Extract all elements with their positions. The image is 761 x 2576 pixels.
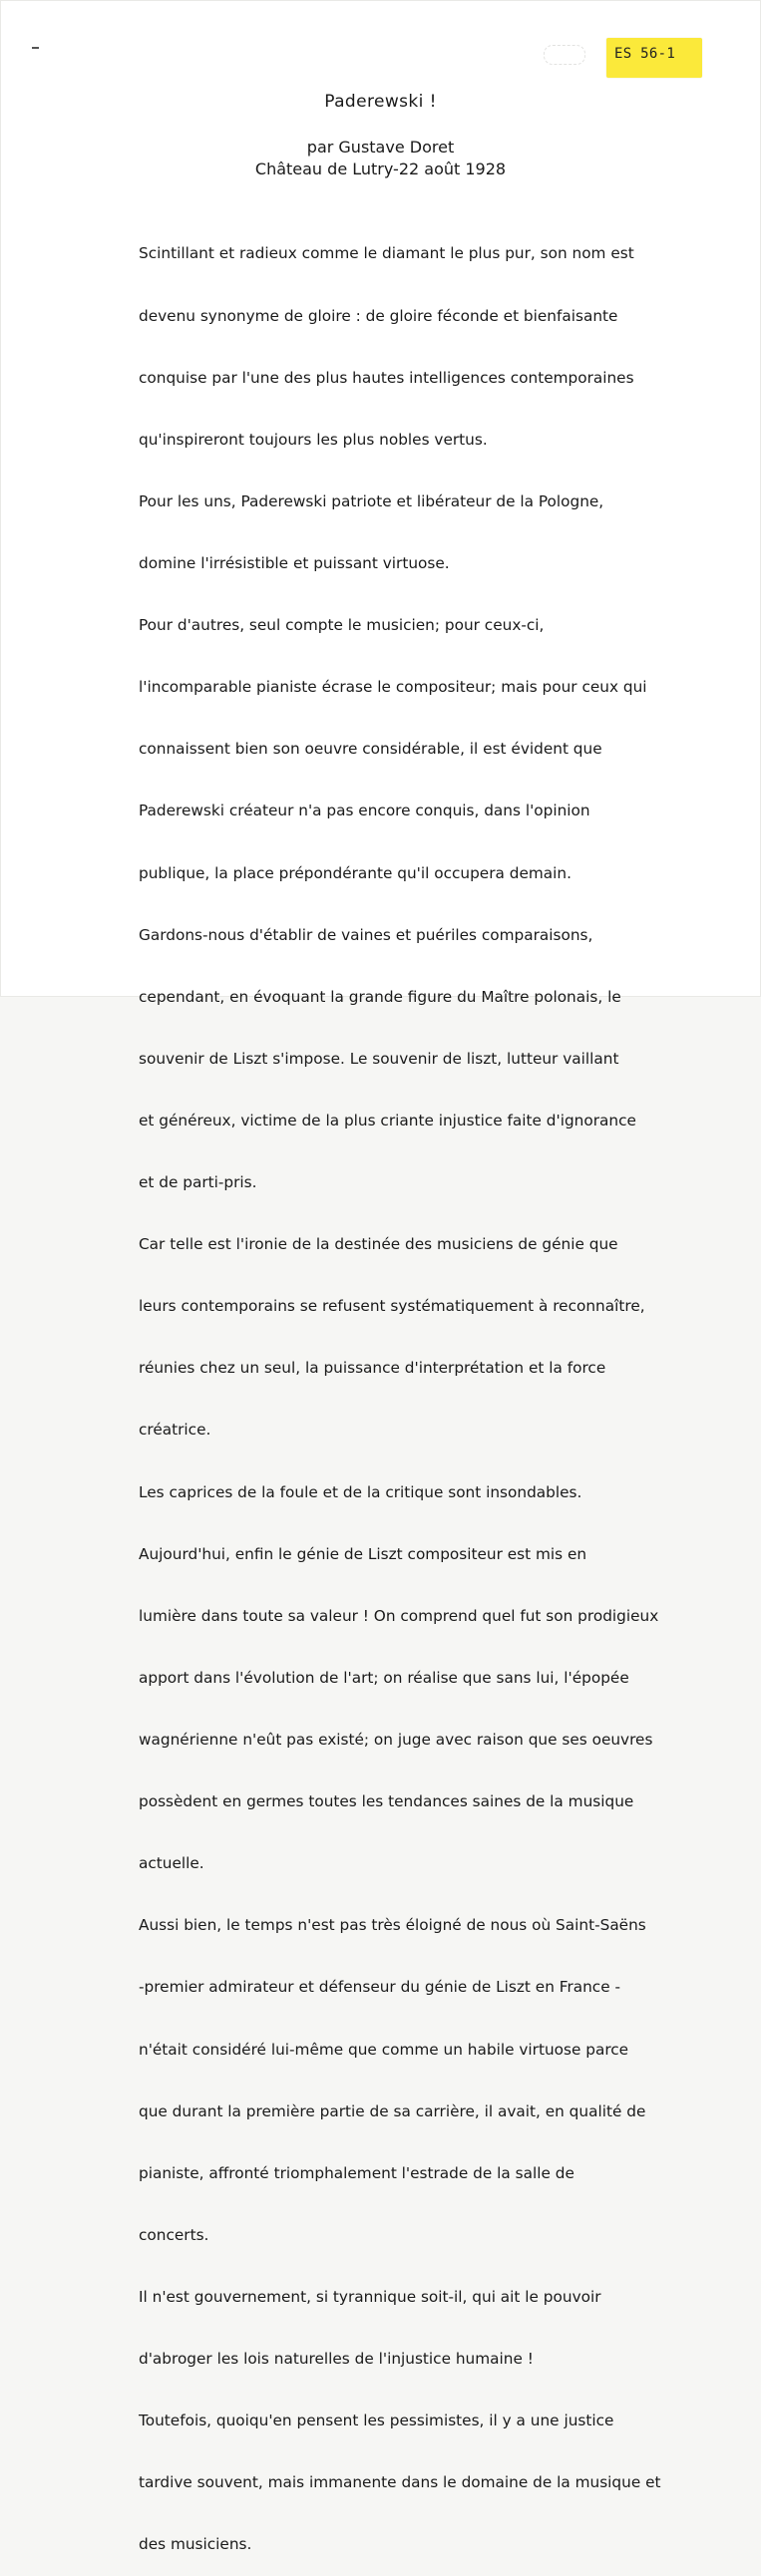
body-line: Aussi bien, le temps n'est pas très éloigné de nous où Saint-Saëns xyxy=(139,1916,646,1935)
body-line: apport dans l'évolution de l'art; on réalise que sans lui, l'épopée xyxy=(139,1668,629,1687)
body-line: publique, la place prépondérante qu'il occupera demain. xyxy=(139,863,571,882)
body-line: Pour les uns, Paderewski patriote et libérateur de la Pologne, xyxy=(139,491,604,510)
body-line: domine l'irrésistible et puissant virtuose. xyxy=(139,553,450,572)
body-line: d'abroger les lois naturelles de l'injustice humaine ! xyxy=(139,2350,534,2369)
body-line: l'incomparable pianiste écrase le compositeur; mais pour ceux qui xyxy=(139,678,647,697)
body-line: possèdent en germes toutes les tendances saines de la musique xyxy=(139,1792,634,1811)
body-line: cependant, en évoquant la grande figure du Maître polonais, le xyxy=(139,987,621,1006)
body-line: et de parti-pris. xyxy=(139,1173,257,1192)
body-line: -premier admirateur et défenseur du génie de Liszt en France - xyxy=(139,1978,621,1997)
body-line: Gardons-nous d'établir de vaines et puériles comparaisons, xyxy=(139,925,593,944)
document-place-date: Château de Lutry-22 août 1928 xyxy=(254,160,507,178)
body-line: Paderewski créateur n'a pas encore conquis, dans l'opinion xyxy=(139,802,590,820)
body-line: et généreux, victime de la plus criante injustice faite d'ignorance xyxy=(139,1111,636,1129)
faint-pencil-mark xyxy=(544,45,585,65)
body-line: concerts. xyxy=(139,2225,209,2244)
body-line: Aujourd'hui, enfin le génie de Liszt compositeur est mis en xyxy=(139,1544,587,1563)
body-line: Car telle est l'ironie de la destinée des musiciens de génie que xyxy=(139,1235,618,1254)
body-line: Scintillant et radieux comme le diamant le plus pur, son nom est xyxy=(139,244,634,263)
body-line: Pour d'autres, seul compte le musicien; pour ceux-ci, xyxy=(139,616,545,635)
body-line: tardive souvent, mais immanente dans le domaine de la musique et xyxy=(139,2473,661,2492)
body-line: n'était considéré lui-même que comme un habile virtuose parce xyxy=(139,2040,629,2059)
document-title: Paderewski ! xyxy=(324,92,437,112)
body-line: créatrice. xyxy=(139,1421,211,1440)
stray-mark xyxy=(32,47,39,49)
body-line: devenu synonyme de gloire : de gloire féconde et bienfaisante xyxy=(139,306,618,325)
body-line: wagnérienne n'eût pas existé; on juge avec raison que ses oeuvres xyxy=(139,1731,653,1750)
document-body xyxy=(139,202,677,2576)
body-line: souvenir de Liszt s'impose. Le souvenir de liszt, lutteur vaillant xyxy=(139,1049,619,1068)
archive-reference-label: ES 56-1 xyxy=(614,46,676,62)
document-author: par Gustave Doret xyxy=(306,138,455,157)
body-line: actuelle. xyxy=(139,1854,204,1873)
body-line: réunies chez un seul, la puissance d'interprétation et la force xyxy=(139,1359,606,1378)
body-line: des musiciens. xyxy=(139,2535,252,2554)
body-line: Il n'est gouvernement, si tyrannique soit-il, qui ait le pouvoir xyxy=(139,2288,601,2307)
body-line: lumière dans toute sa valeur ! On comprend quel fut son prodigieux xyxy=(139,1606,659,1625)
body-line: qu'inspireront toujours les plus nobles vertus. xyxy=(139,430,488,449)
body-line: leurs contemporains se refusent systématiquement à reconnaître, xyxy=(139,1297,645,1316)
body-line: Toutefois, quoiqu'en pensent les pessimistes, il y a une justice xyxy=(139,2412,614,2430)
body-line: connaissent bien son oeuvre considérable, il est évident que xyxy=(139,740,602,759)
body-line: Les caprices de la foule et de la critique sont insondables. xyxy=(139,1482,582,1501)
body-line: conquise par l'une des plus hautes intelligences contemporaines xyxy=(139,368,634,387)
body-line: que durant la première partie de sa carrière, il avait, en qualité de xyxy=(139,2101,646,2120)
body-line: pianiste, affronté triomphalement l'estrade de la salle de xyxy=(139,2163,574,2182)
